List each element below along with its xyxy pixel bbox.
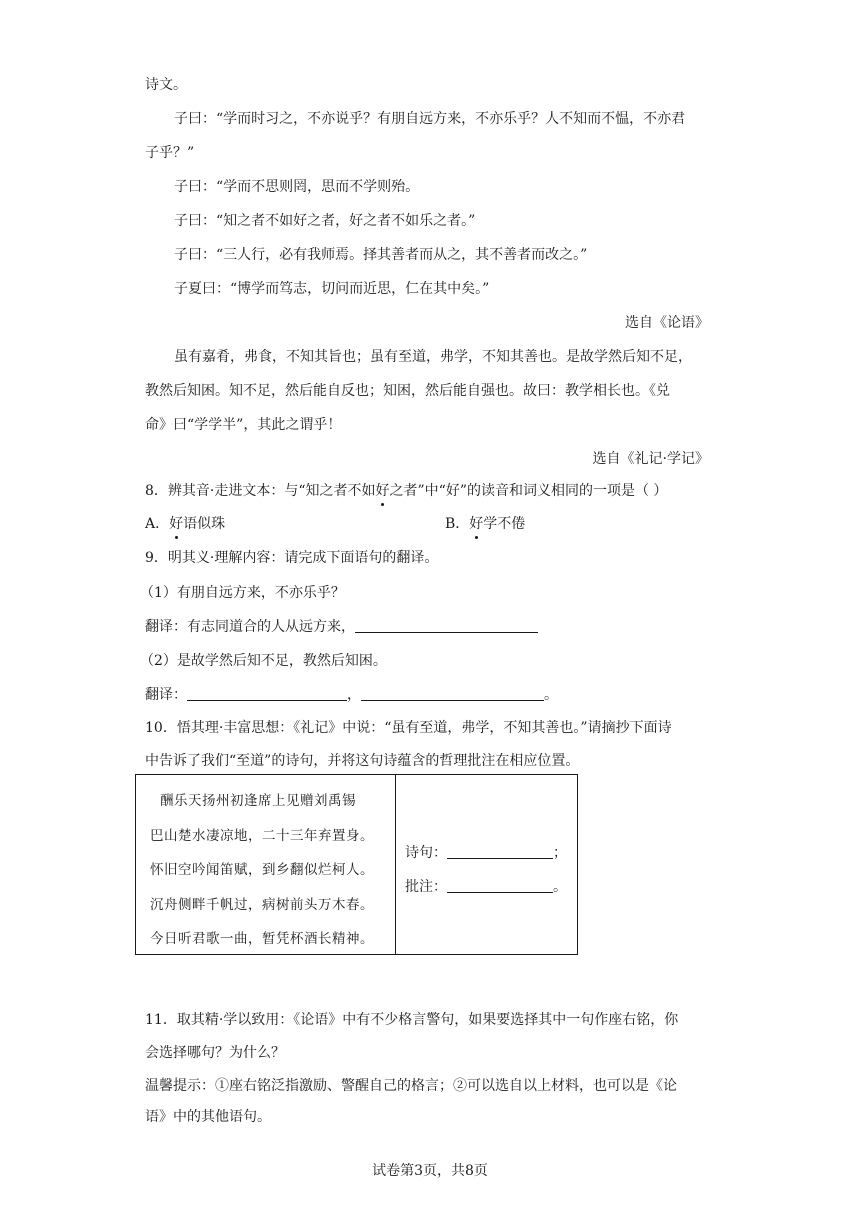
q8-option-a-dotted-char: 好: [169, 513, 183, 533]
page-footer: 试卷第3页，共8页: [372, 1163, 488, 1179]
q9-translation-1: [145, 616, 538, 636]
liji-source: 选自《礼记·学记》: [592, 451, 709, 467]
q8-stem-a: 8．辨其音·走进文本：与“知之者不如: [145, 483, 376, 499]
note-end: 。: [553, 879, 567, 895]
poem-title: 酬乐天扬州初逢席上见赠刘禹锡: [160, 793, 356, 809]
q9-translation-1-label: 翻译：有志同道合的人从远方来，: [145, 619, 355, 635]
q11-stem-line-1: 11．取其精·学以致用：《论语》中有不少格言警句，如果要选择其中一句作座右铭，你: [145, 1012, 679, 1028]
liji-line-3: 命》曰“学学半”，其此之谓乎！: [145, 417, 342, 433]
poem-table: [135, 774, 578, 955]
q9-translation-2: [145, 684, 558, 704]
q8-stem-b: 之者”中“好”的读音和词义相同的一项是（ ）: [389, 483, 668, 499]
passage-intro-tail: 诗文。: [145, 77, 187, 93]
q8-option-a-rest: 语似珠: [183, 516, 226, 532]
liji-line-1: 虽有嘉肴，弗食，不知其旨也；虽有至道，弗学，不知其善也。是故学然后知不足，: [174, 349, 692, 365]
q8-option-b[interactable]: [445, 513, 525, 533]
q10-stem-line-2: 中告诉了我们“至道”的诗句，并将这句诗蕴含的哲理批注在相应位置。: [145, 753, 580, 769]
q9-translation-2-label: 翻译：: [145, 687, 187, 703]
lunyu-line-5: 子曰：“三人行，必有我师焉。择其善者而从之，其不善者而改之。”: [174, 247, 588, 263]
liji-line-2: 教然后知困。知不足，然后能自反也；知困，然后能自强也。故曰：教学相长也。《兑: [145, 383, 670, 399]
lunyu-line-2: 子乎？”: [145, 145, 195, 161]
poem-table-divider: [395, 775, 396, 954]
q9-translation-2-end: 。: [544, 687, 558, 703]
verse-blank[interactable]: [447, 844, 553, 859]
lunyu-line-1: 子曰：“学而时习之，不亦说乎？有朋自远方来，不亦乐乎？人不知而不愠，不亦君: [174, 111, 686, 127]
q9-stem: 9．明其义·理解内容：请完成下面语句的翻译。: [145, 550, 439, 566]
q8-option-a-prefix: A．: [145, 516, 170, 532]
q11-tip-line-2: 语》中的其他语句。: [145, 1109, 271, 1125]
lunyu-line-4: 子曰：“知之者不如好之者，好之者不如乐之者。”: [174, 213, 476, 229]
q9-translation-2-comma: ，: [347, 687, 361, 703]
lunyu-source: 选自《论语》: [625, 315, 709, 331]
q8-option-b-prefix: B．: [445, 516, 470, 532]
lunyu-line-6: 子夏曰：“博学而笃志，切问而近思，仁在其中矣。”: [174, 281, 490, 297]
q8-option-b-rest: 学不倦: [483, 516, 526, 532]
lunyu-line-3: 子曰：“学而不思则罔，思而不学则殆。: [174, 179, 420, 195]
note-label: 批注：: [405, 879, 447, 895]
verse-label: 诗句：: [405, 845, 447, 861]
poem-line-4: 今日听君歌一曲，暂凭杯酒长精神。: [150, 931, 374, 947]
q8-stem: [145, 480, 667, 500]
poem-line-3: 沉舟侧畔千帆过，病树前头万木春。: [150, 897, 374, 913]
q8-stem-dotted-char: 好: [376, 480, 390, 500]
q8-option-b-dotted-char: 好: [469, 513, 483, 533]
q9-sentence-1: （1）有朋自远方来，不亦乐乎？: [140, 585, 345, 601]
q9-translation-2-blank-1[interactable]: [187, 686, 347, 701]
q9-sentence-2: （2）是故学然后知不足，教然后知困。: [140, 653, 387, 669]
verse-end: ；: [553, 845, 567, 861]
poem-line-1: 巴山楚水凄凉地，二十三年弃置身。: [150, 828, 374, 844]
q8-option-a[interactable]: [145, 513, 225, 533]
q9-translation-2-blank-2[interactable]: [361, 686, 544, 701]
q11-tip-line-1: 温馨提示：①座右铭泛指激励、警醒自己的格言；②可以选自以上材料，也可以是《论: [145, 1078, 677, 1094]
poem-line-2: 怀旧空吟闻笛赋，到乡翻似烂柯人。: [150, 862, 374, 878]
note-answer: [405, 876, 567, 896]
verse-answer: [405, 842, 567, 862]
q9-translation-1-blank[interactable]: [355, 618, 538, 633]
note-blank[interactable]: [447, 878, 553, 893]
q10-stem-line-1: 10．悟其理·丰富思想：《礼记》中说：“虽有至道，弗学，不知其善也。”请摘抄下面诗: [145, 720, 672, 736]
q11-stem-line-2: 会选择哪句？为什么？: [145, 1045, 285, 1061]
